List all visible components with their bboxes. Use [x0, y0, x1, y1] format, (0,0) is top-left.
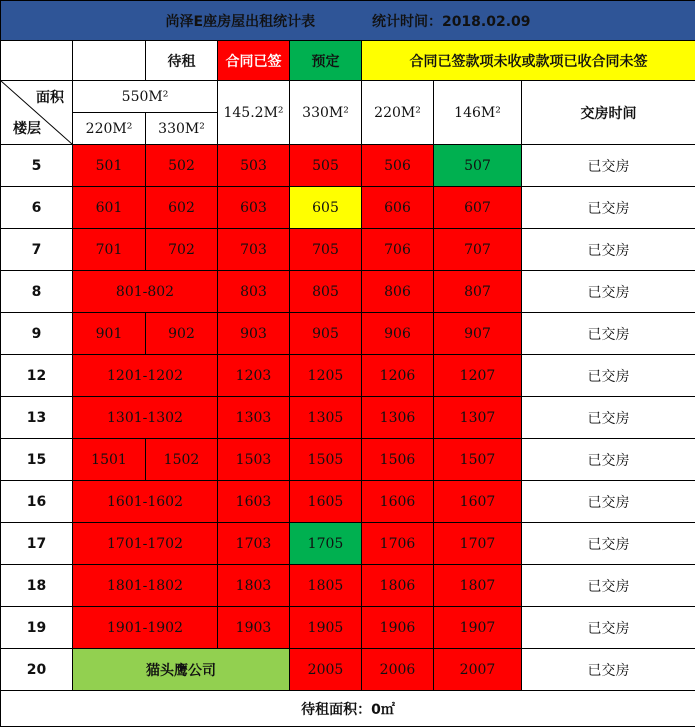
unit-cell: 706 [362, 229, 434, 271]
area-col-6: 146M² [434, 81, 522, 145]
floor-cell: 17 [1, 523, 73, 565]
unit-cell: 1206 [362, 355, 434, 397]
unit-cell: 907 [434, 313, 522, 355]
unit-cell: 1205 [290, 355, 362, 397]
unit-cell: 503 [218, 145, 290, 187]
footer-row [1, 691, 695, 727]
table-row [1, 649, 695, 691]
unit-cell: 2007 [434, 649, 522, 691]
stat-time: 统计时间：2018.02.09 [371, 13, 531, 30]
unit-cell: 905 [290, 313, 362, 355]
area-col-4: 330M² [290, 81, 362, 145]
unit-cell: 901 [73, 313, 146, 355]
unit-cell-merged: 1301-1302 [73, 397, 218, 439]
table-row [1, 271, 695, 313]
legend-vacant: 待租 [146, 41, 218, 81]
unit-cell: 1502 [146, 439, 218, 481]
unit-cell-merged: 1601-1602 [73, 481, 218, 523]
legend-blank [1, 41, 73, 81]
table-row [1, 439, 695, 481]
floor-cell: 15 [1, 439, 73, 481]
legend-blank [73, 41, 146, 81]
unit-cell: 1607 [434, 481, 522, 523]
unit-cell: 1306 [362, 397, 434, 439]
handover-status: 已交房 [522, 397, 695, 439]
unit-cell: 1506 [362, 439, 434, 481]
table-row [1, 145, 695, 187]
unit-cell: 1907 [434, 607, 522, 649]
table-row [1, 397, 695, 439]
unit-cell-merged: 1901-1902 [73, 607, 218, 649]
legend-signed: 合同已签 [218, 41, 290, 81]
floor-cell: 16 [1, 481, 73, 523]
unit-cell: 701 [73, 229, 146, 271]
area-header-row-1 [1, 81, 695, 113]
handover-status: 已交房 [522, 229, 695, 271]
unit-cell: 1303 [218, 397, 290, 439]
unit-cell: 1905 [290, 607, 362, 649]
unit-cell: 507 [434, 145, 522, 187]
unit-cell: 602 [146, 187, 218, 229]
unit-cell: 606 [362, 187, 434, 229]
unit-cell: 601 [73, 187, 146, 229]
unit-cell: 807 [434, 271, 522, 313]
handover-status: 已交房 [522, 439, 695, 481]
unit-cell: 502 [146, 145, 218, 187]
area-label: 面积 [36, 90, 64, 106]
unit-cell-merged: 1801-1802 [73, 565, 218, 607]
handover-status: 已交房 [522, 649, 695, 691]
unit-cell: 1501 [73, 439, 146, 481]
unit-cell: 906 [362, 313, 434, 355]
unit-cell: 2005 [290, 649, 362, 691]
unit-cell: 1505 [290, 439, 362, 481]
unit-cell: 501 [73, 145, 146, 187]
table-row [1, 607, 695, 649]
unit-cell-merged: 801-802 [73, 271, 218, 313]
unit-cell: 1705 [290, 523, 362, 565]
floor-cell: 9 [1, 313, 73, 355]
unit-cell: 1805 [290, 565, 362, 607]
unit-cell: 903 [218, 313, 290, 355]
unit-cell: 1307 [434, 397, 522, 439]
handover-status: 已交房 [522, 481, 695, 523]
handover-status: 已交房 [522, 523, 695, 565]
sheet-title: 尚泽E座房屋出租统计表 [165, 13, 316, 30]
title-row [1, 1, 695, 41]
unit-cell: 1906 [362, 607, 434, 649]
unit-cell: 805 [290, 271, 362, 313]
unit-cell: 806 [362, 271, 434, 313]
handover-status: 已交房 [522, 271, 695, 313]
floor-cell: 7 [1, 229, 73, 271]
table-row [1, 229, 695, 271]
floor-cell: 20 [1, 649, 73, 691]
unit-cell: 1803 [218, 565, 290, 607]
unit-cell: 1807 [434, 565, 522, 607]
unit-cell: 605 [290, 187, 362, 229]
unit-cell: 1606 [362, 481, 434, 523]
table-row [1, 355, 695, 397]
unit-cell: 1603 [218, 481, 290, 523]
table-row [1, 565, 695, 607]
unit-cell: 1903 [218, 607, 290, 649]
unit-cell: 1503 [218, 439, 290, 481]
unit-cell: 705 [290, 229, 362, 271]
unit-cell: 2006 [362, 649, 434, 691]
table-row [1, 313, 695, 355]
table-row [1, 187, 695, 229]
unit-cell: 506 [362, 145, 434, 187]
handover-status: 已交房 [522, 313, 695, 355]
unit-cell: 902 [146, 313, 218, 355]
handover-status: 已交房 [522, 187, 695, 229]
legend-reserved: 预定 [290, 41, 362, 81]
area-col-1: 220M² [73, 113, 146, 145]
unit-cell: 1706 [362, 523, 434, 565]
legend-signed-partial: 合同已签款项未收或款项已收合同未签 [362, 41, 695, 81]
unit-cell: 703 [218, 229, 290, 271]
floor-cell: 19 [1, 607, 73, 649]
unit-cell: 702 [146, 229, 218, 271]
unit-cell-merged: 1201-1202 [73, 355, 218, 397]
handover-header: 交房时间 [522, 81, 695, 145]
area-col-5: 220M² [362, 81, 434, 145]
floor-label: 楼层 [13, 121, 41, 137]
area-col-3: 145.2M² [218, 81, 290, 145]
unit-cell: 1703 [218, 523, 290, 565]
floor-cell: 18 [1, 565, 73, 607]
unit-cell: 505 [290, 145, 362, 187]
handover-status: 已交房 [522, 607, 695, 649]
unit-cell: 1707 [434, 523, 522, 565]
title-cell [1, 1, 695, 41]
vacant-area-total: 待租面积：0㎡ [1, 691, 695, 727]
handover-status: 已交房 [522, 355, 695, 397]
floor-cell: 6 [1, 187, 73, 229]
unit-cell: 1207 [434, 355, 522, 397]
unit-cell: 1605 [290, 481, 362, 523]
area-col-2: 330M² [146, 113, 218, 145]
company-cell: 猫头鹰公司 [73, 649, 290, 691]
floor-cell: 8 [1, 271, 73, 313]
unit-cell: 707 [434, 229, 522, 271]
floor-cell: 5 [1, 145, 73, 187]
table-row [1, 523, 695, 565]
floor-cell: 12 [1, 355, 73, 397]
unit-cell-merged: 1701-1702 [73, 523, 218, 565]
handover-status: 已交房 [522, 145, 695, 187]
area-floor-header [1, 81, 73, 145]
unit-cell: 803 [218, 271, 290, 313]
unit-cell: 1305 [290, 397, 362, 439]
unit-cell: 607 [434, 187, 522, 229]
unit-cell: 1203 [218, 355, 290, 397]
unit-cell: 1806 [362, 565, 434, 607]
handover-status: 已交房 [522, 565, 695, 607]
unit-cell: 603 [218, 187, 290, 229]
legend-row [1, 41, 695, 81]
floor-cell: 13 [1, 397, 73, 439]
unit-cell: 1507 [434, 439, 522, 481]
area-group-550: 550M² [73, 81, 218, 113]
table-row [1, 481, 695, 523]
